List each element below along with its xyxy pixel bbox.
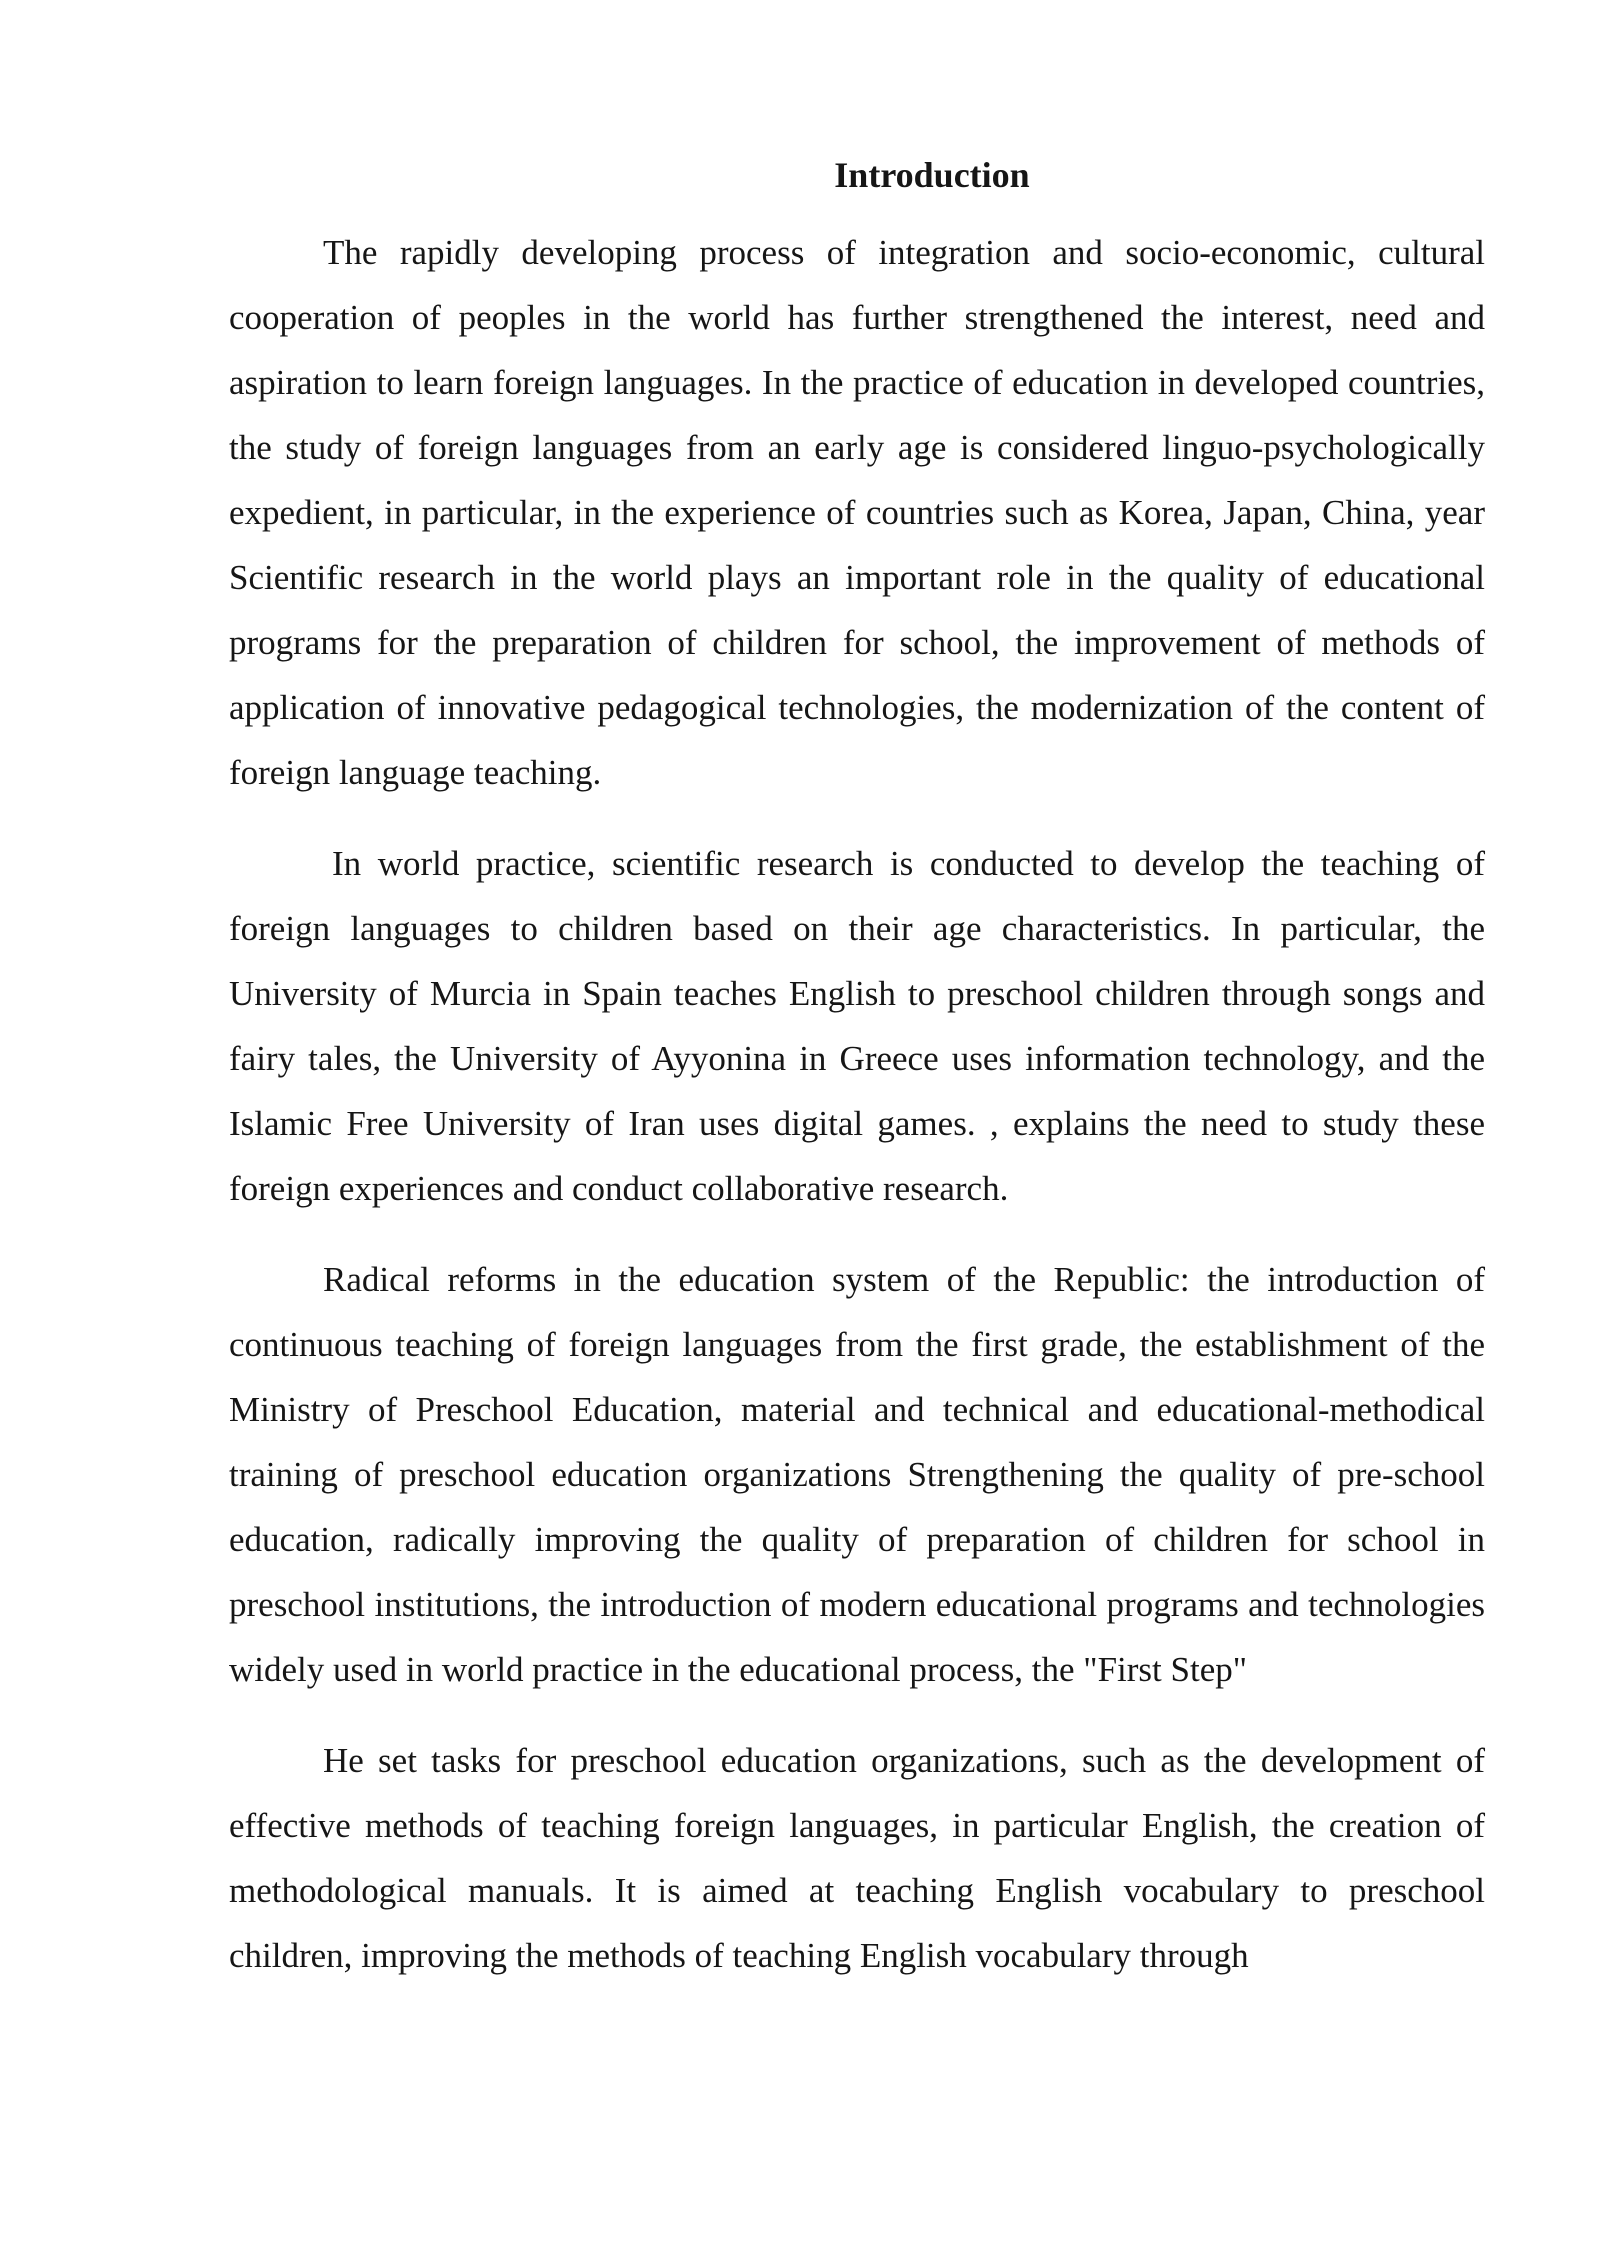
paragraph-3: Radical reforms in the education system of the Republic: the introduction of continuous teaching of foreign languages from the first grade, the establishment of the Ministry of Preschool Education, material and technical and educational-methodical training of preschool education organizations Strengthening the quality of pre-school education, radically improving the quality of preparation of children for school in preschool institutions, the introduction of modern educational programs and technologies widely used in world practice in the educational process, the "First Step"	[229, 1260, 1485, 1689]
page-title: Introduction	[834, 155, 1030, 195]
document-body	[229, 152, 1485, 1988]
paragraph-2: In world practice, scientific research is conducted to develop the teaching of foreign languages to children based on their age characteristics. In particular, the University of Murcia in Spain teaches English to preschool children through songs and fairy tales, the University of Ayyonina in Greece uses information technology, and the Islamic Free University of Iran uses digital games. , explains the need to study these foreign experiences and conduct collaborative research.	[229, 844, 1485, 1208]
paragraph-4: He set tasks for preschool education organizations, such as the development of effective methods of teaching foreign languages, in particular English, the creation of methodological manuals. It is aimed at teaching English vocabulary to preschool children, improving the methods of teaching English vocabulary through	[229, 1741, 1485, 1975]
paragraph-1: The rapidly developing process of integration and socio-economic, cultural cooperation of peoples in the world has further strengthened the interest, need and aspiration to learn foreign languages. In the practice of education in developed countries, the study of foreign languages from an early age is considered linguo-psychologically expedient, in particular, in the experience of countries such as Korea, Japan, China, year Scientific research in the world plays an important role in the quality of educational programs for the preparation of children for school, the improvement of methods of application of innovative pedagogical technologies, the modernization of the content of foreign language teaching.	[229, 233, 1485, 792]
